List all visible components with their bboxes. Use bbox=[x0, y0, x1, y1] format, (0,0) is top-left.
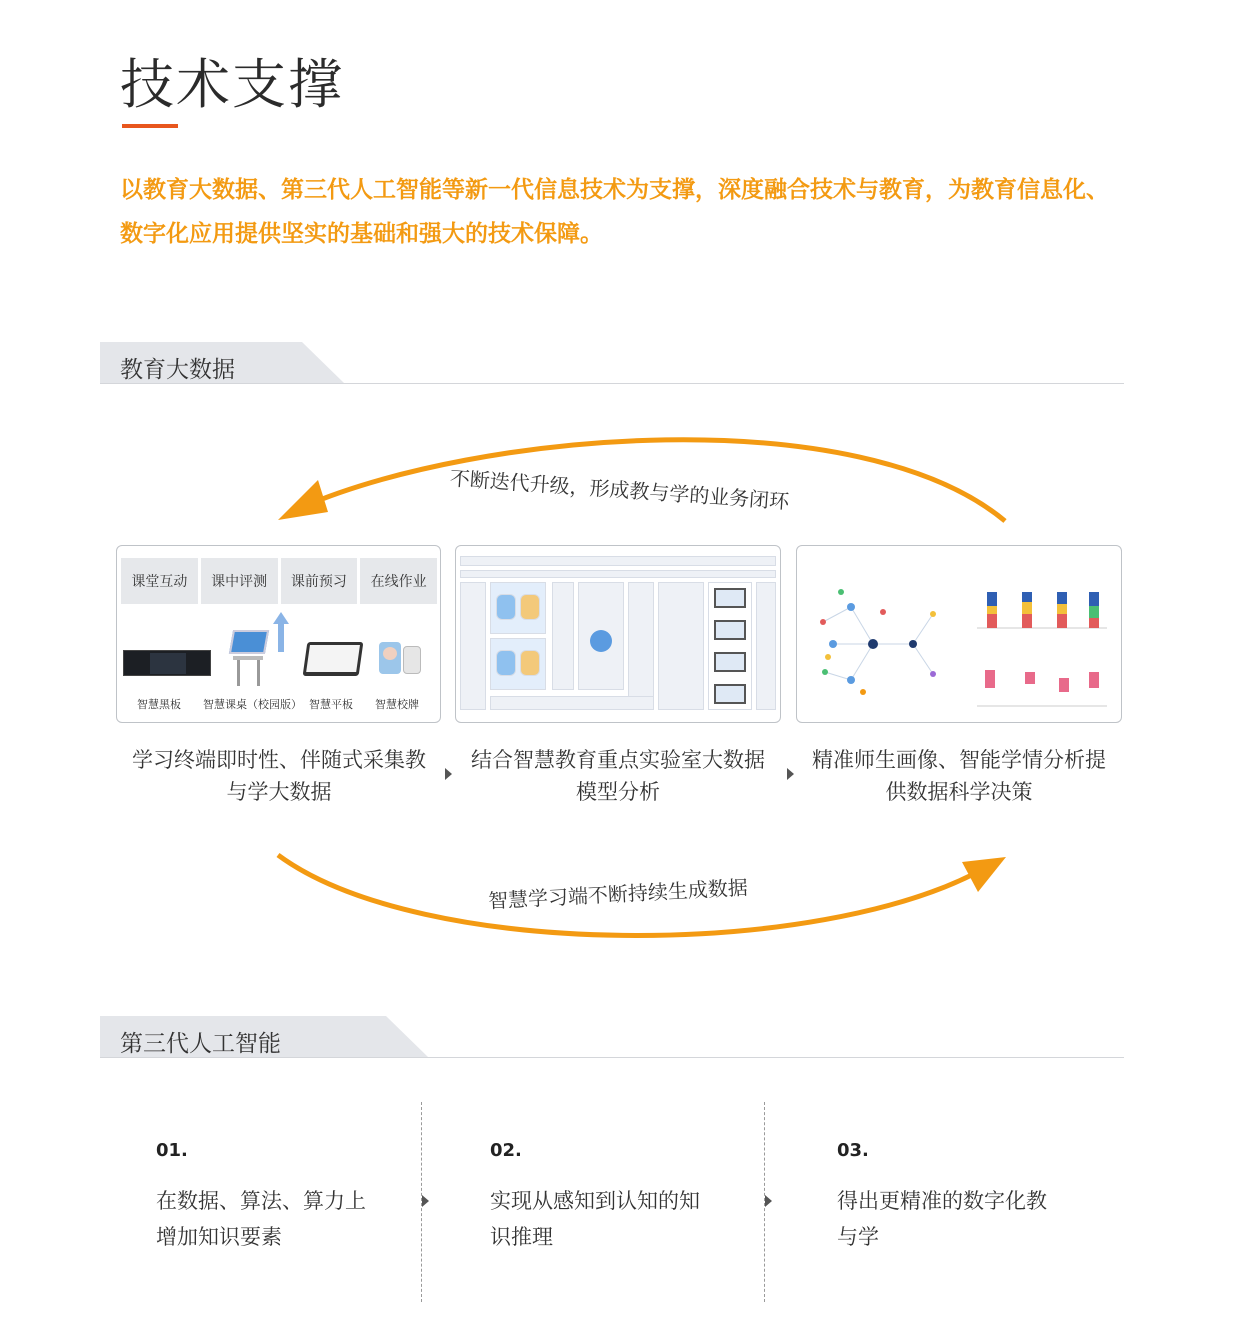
tab-in-class-assessment: 课中评测 bbox=[201, 558, 278, 604]
device-label-tablet: 智慧平板 bbox=[309, 698, 353, 711]
ai-item-text: 在数据、算法、算力上增加知识要素 bbox=[156, 1189, 366, 1249]
intro-text: 以教育大数据、第三代人工智能等新一代信息技术为支撑，深度融合技术与教育，为教育信息化、数字化应用提供坚实的基础和强大的技术保障。 bbox=[120, 177, 1109, 247]
stacked-bar-chart bbox=[977, 568, 1117, 638]
diagram-db-1 bbox=[496, 594, 516, 620]
device-label-badge: 智慧校牌 bbox=[375, 698, 419, 711]
diagram-screen-3 bbox=[714, 652, 746, 672]
ai-item-number: 02. bbox=[490, 1140, 522, 1161]
architecture-diagram-panel bbox=[455, 545, 781, 723]
ai-item-text: 实现从感知到认知的知识推理 bbox=[490, 1189, 700, 1249]
smart-blackboard-image bbox=[123, 650, 211, 676]
ai-item-3 bbox=[837, 1140, 1067, 1255]
ai-item-number: 03. bbox=[837, 1140, 869, 1161]
caption-lab-model: 结合智慧教育重点实验室大数据模型分析 bbox=[471, 748, 765, 804]
diagram-footer-bar bbox=[490, 696, 654, 710]
section-label-big-data: 教育大数据 bbox=[120, 357, 235, 383]
page-title: 技术支撑 bbox=[120, 53, 344, 116]
tab-online-homework: 在线作业 bbox=[360, 558, 437, 604]
device-label-blackboard: 智慧黑板 bbox=[137, 698, 181, 711]
section-header-ai bbox=[100, 1016, 1124, 1058]
flow-arrow-icon-4 bbox=[765, 1195, 772, 1207]
device-label-desk: 智慧课桌（校园版） bbox=[203, 698, 302, 711]
caption-terminals: 学习终端即时性、伴随式采集教与学大数据 bbox=[132, 748, 426, 804]
flow-arrow-icon-2 bbox=[787, 768, 794, 780]
bottom-arc-label: 智慧学习端不断持续生成数据 bbox=[487, 875, 749, 913]
diagram-header-bar bbox=[460, 556, 776, 566]
smart-badge-image-2 bbox=[403, 646, 421, 674]
diagram-db-4 bbox=[520, 650, 540, 676]
ai-item-text: 得出更精准的数字化教与学 bbox=[837, 1189, 1047, 1249]
diagram-hub-icon bbox=[590, 630, 612, 652]
ai-item-1 bbox=[156, 1140, 386, 1255]
knowledge-graph-chart bbox=[803, 552, 953, 722]
section-label-ai: 第三代人工智能 bbox=[120, 1031, 281, 1057]
diagram-col-1 bbox=[460, 582, 486, 710]
diagram-col-2 bbox=[552, 582, 574, 690]
ai-item-2 bbox=[490, 1140, 720, 1255]
diagram-col-5 bbox=[658, 582, 704, 710]
diagram-row-bar bbox=[460, 570, 776, 578]
tab-classroom-interaction: 课堂互动 bbox=[121, 558, 198, 604]
diagram-col-7 bbox=[756, 582, 776, 710]
caption-decision: 精准师生画像、智能学情分析提供数据科学决策 bbox=[812, 748, 1106, 804]
diagram-db-2 bbox=[520, 594, 540, 620]
analytics-charts-panel bbox=[796, 545, 1122, 723]
ai-item-number: 01. bbox=[156, 1140, 188, 1161]
diagram-screen-1 bbox=[714, 588, 746, 608]
diagram-col-4 bbox=[628, 582, 654, 710]
diagram-screen-2 bbox=[714, 620, 746, 640]
smart-tablet-image bbox=[303, 642, 364, 676]
box-plot-chart bbox=[977, 656, 1117, 716]
smart-desk-image bbox=[229, 630, 269, 690]
flow-arrow-icon-1 bbox=[445, 768, 452, 780]
feature-tabs bbox=[121, 558, 437, 604]
top-arc-label: 不断迭代升级，形成教与学的业务闭环 bbox=[449, 466, 790, 514]
upload-arrow-icon bbox=[273, 612, 289, 652]
tab-pre-class-preview: 课前预习 bbox=[281, 558, 358, 604]
flow-arrow-icon-3 bbox=[422, 1195, 429, 1207]
top-arrowhead bbox=[278, 480, 328, 520]
smart-badge-image bbox=[379, 642, 401, 674]
terminal-panel bbox=[116, 545, 441, 723]
diagram-db-3 bbox=[496, 650, 516, 676]
diagram-screen-4 bbox=[714, 684, 746, 704]
